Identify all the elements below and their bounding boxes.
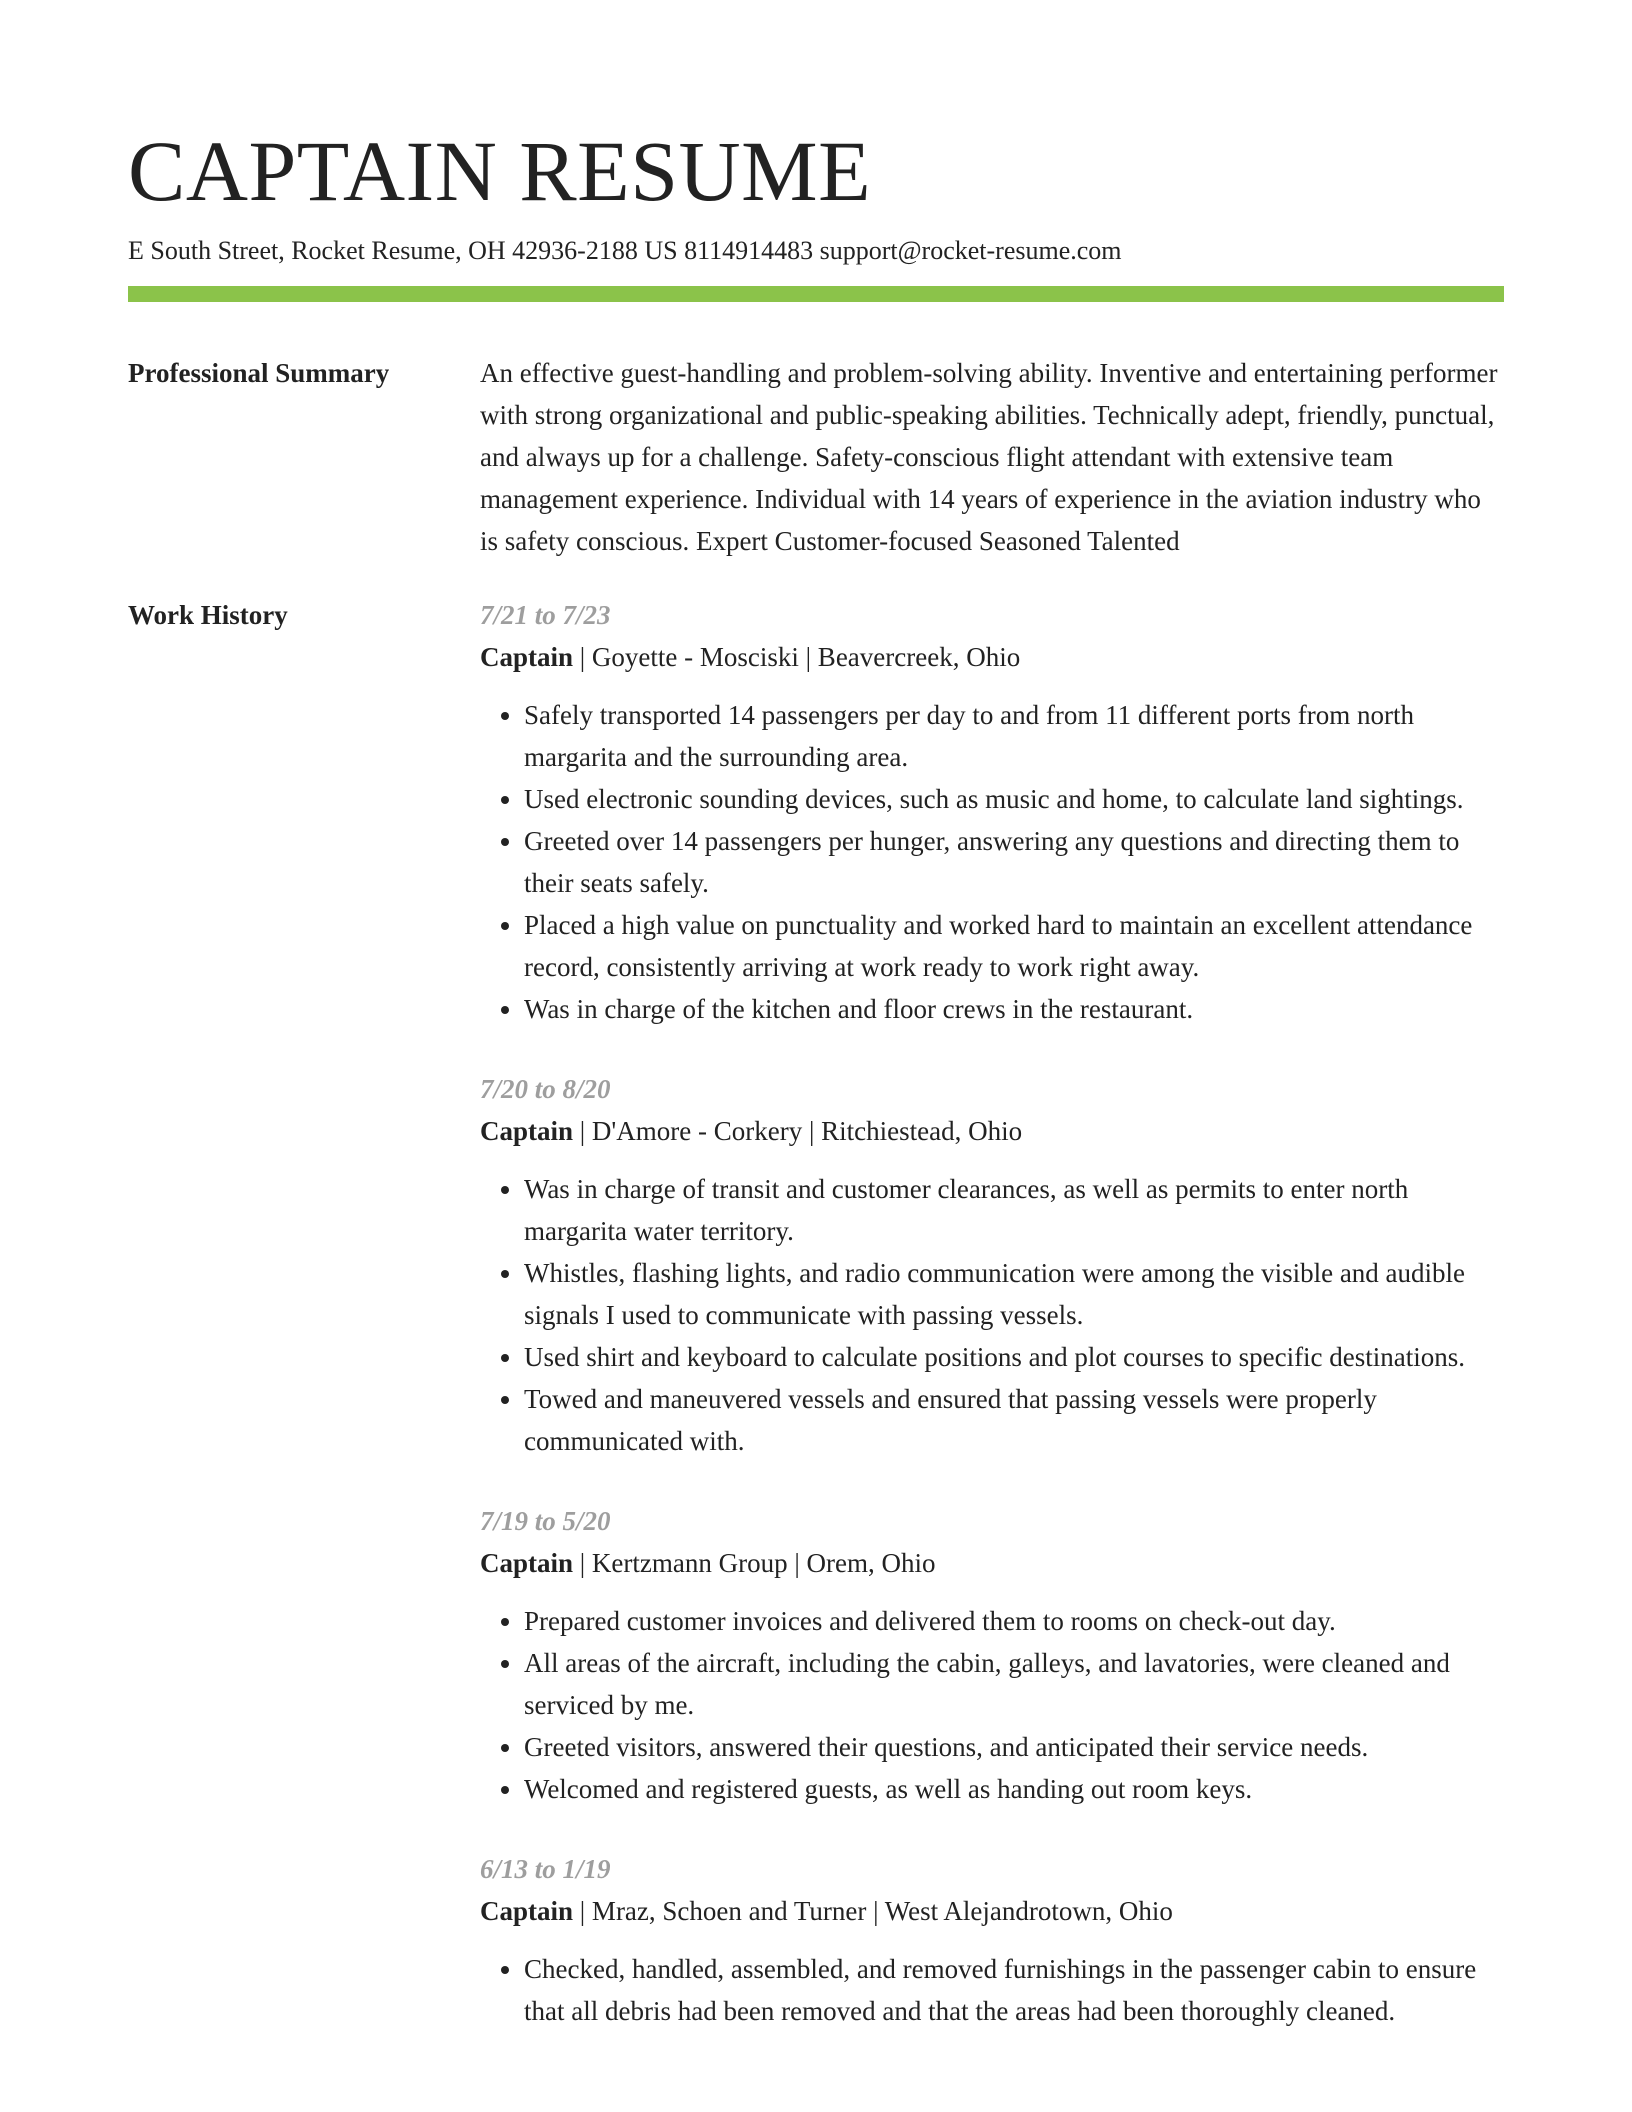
job-entry [480, 1500, 1504, 1810]
job-bullet: • Welcomed and registered guests, as well as handing out room keys. [524, 1768, 1504, 1810]
job-dates: 7/19 to 5/20 [480, 1506, 611, 1536]
job-role: Captain [480, 1116, 574, 1146]
resume-name: CAPTAIN RESUME [128, 123, 872, 219]
job-bullet-list [480, 1948, 1504, 2032]
job-title-line [480, 1890, 1504, 1932]
job-role: Captain [480, 1548, 574, 1578]
job-bullet-list [480, 1600, 1504, 1810]
job-title-line [480, 636, 1504, 678]
job-employer-location: | D'Amore - Corkery | Ritchiestead, Ohio [573, 1116, 1023, 1146]
job-employer-location: | Mraz, Schoen and Turner | West Alejandrotown, Ohio [573, 1896, 1173, 1926]
work-history-body [480, 594, 1504, 2070]
job-bullet-list [480, 1168, 1504, 1462]
job-bullet: • Greeted over 14 passengers per hunger, answering any questions and directing them to their seats safely. [524, 820, 1504, 904]
job-entry [480, 1068, 1504, 1462]
summary-section [128, 352, 1504, 562]
job-title-line [480, 1542, 1504, 1584]
job-bullet: • Prepared customer invoices and delivered them to rooms on check-out day. [524, 1600, 1504, 1642]
job-dates: 6/13 to 1/19 [480, 1854, 611, 1884]
contact-line: E South Street, Rocket Resume, OH 42936-2188 US 8114914483 support@rocket-resume.com [128, 236, 1122, 265]
job-entry [480, 1848, 1504, 2032]
summary-heading: Professional Summary [128, 358, 390, 388]
job-bullet-list [480, 694, 1504, 1030]
job-bullet: • All areas of the aircraft, including the cabin, galleys, and lavatories, were cleaned and serviced by me. [524, 1642, 1504, 1726]
job-bullet: • Checked, handled, assembled, and removed furnishings in the passenger cabin to ensure that all debris had been removed and that the areas had been thoroughly cleaned. [524, 1948, 1504, 2032]
job-dates: 7/20 to 8/20 [480, 1074, 611, 1104]
job-bullet: • Whistles, flashing lights, and radio communication were among the visible and audible signals I used to communicate with passing vessels. [524, 1252, 1504, 1336]
job-bullet: • Was in charge of the kitchen and floor crews in the restaurant. [524, 988, 1504, 1030]
work-history-section [128, 594, 1504, 2070]
job-bullet: • Towed and maneuvered vessels and ensured that passing vessels were properly communicated with. [524, 1378, 1504, 1462]
job-employer-location: | Goyette - Mosciski | Beavercreek, Ohio [573, 642, 1021, 672]
job-title-line [480, 1110, 1504, 1152]
job-bullet: • Used shirt and keyboard to calculate positions and plot courses to specific destinations. [524, 1336, 1504, 1378]
job-role: Captain [480, 1896, 574, 1926]
summary-body [480, 352, 1504, 562]
job-entry [480, 594, 1504, 1030]
resume-page [128, 0, 1504, 2070]
job-role: Captain [480, 642, 574, 672]
summary-text: An effective guest-handling and problem-solving ability. Inventive and entertaining performer with strong organizational and public-speaking abilities. Technically adept, friendly, punctual, and always up for a challenge. Safety-conscious flight attendant with extensive team management experience. Individual with 14 years of experience in the aviation industry who is safety conscious. Expert Customer-focused Seasoned Talented [480, 358, 1498, 556]
accent-divider [128, 286, 1504, 302]
job-bullet: • Greeted visitors, answered their questions, and anticipated their service needs. [524, 1726, 1504, 1768]
job-employer-location: | Kertzmann Group | Orem, Ohio [573, 1548, 936, 1578]
job-bullet: • Used electronic sounding devices, such as music and home, to calculate land sightings. [524, 778, 1504, 820]
job-dates: 7/21 to 7/23 [480, 600, 611, 630]
job-bullet: • Was in charge of transit and customer clearances, as well as permits to enter north margarita water territory. [524, 1168, 1504, 1252]
job-bullet: • Placed a high value on punctuality and worked hard to maintain an excellent attendance record, consistently arriving at work ready to work right away. [524, 904, 1504, 988]
work-history-heading: Work History [128, 600, 288, 630]
job-bullet: • Safely transported 14 passengers per day to and from 11 different ports from north margarita and the surrounding area. [524, 694, 1504, 778]
